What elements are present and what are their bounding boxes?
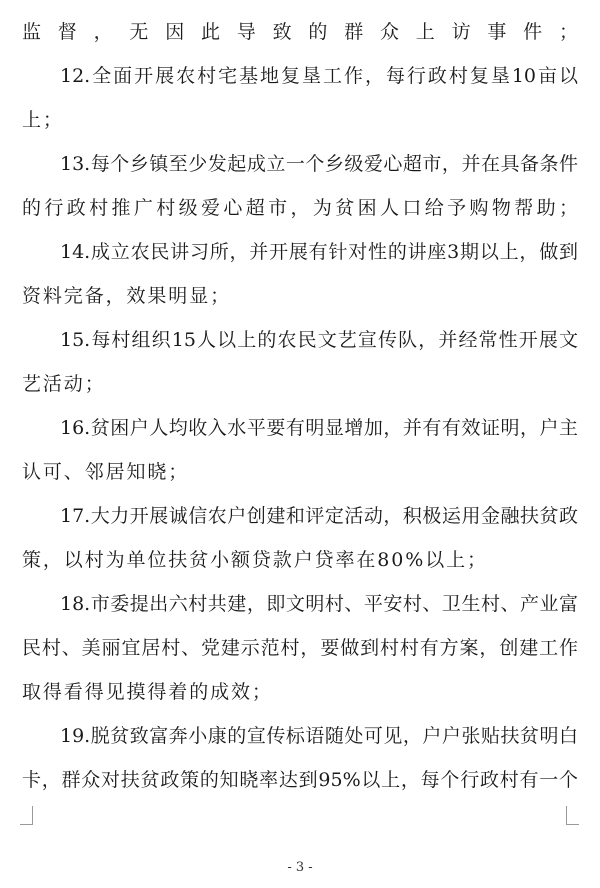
text-line: 艺活动； [22, 373, 106, 395]
text-line: 取得看得见摸得着的成效； [22, 681, 273, 703]
text-line: 18.市委提出六村共建，即文明村、平安村、卫生村、产业富 [60, 593, 578, 615]
text-line: 16.贫困户人均收入水平要有明显增加，并有有效证明，户主 [60, 417, 578, 439]
text-line: 14.成立农民讲习所，并开展有针对性的讲座3期以上，做到 [60, 241, 578, 263]
body-text [22, 10, 578, 802]
text-line: 监督，无因此导致的群众上访事件； [22, 21, 578, 43]
text-line: 17.大力开展诚信农户创建和评定活动，积极运用金融扶贫政 [60, 505, 578, 527]
text-line: 民村、美丽宜居村、党建示范村，要做到村村有方案，创建工作 [22, 637, 578, 659]
page-number: - 3 - [287, 860, 313, 875]
crop-mark-right [566, 806, 579, 825]
text-line: 的行政村推广村级爱心超市，为贫困人口给予购物帮助； [22, 197, 578, 219]
text-line: 13.每个乡镇至少发起成立一个乡级爱心超市，并在具备条件 [60, 153, 578, 175]
crop-mark-left [20, 806, 33, 825]
text-line: 策，以村为单位扶贫小额贷款户贷率在80%以上； [22, 549, 488, 571]
text-line: 19.脱贫致富奔小康的宣传标语随处可见，户户张贴扶贫明白 [60, 725, 578, 747]
text-line: 认可、邻居知晓； [22, 461, 190, 483]
text-line: 15.每村组织15人以上的农民文艺宣传队，并经常性开展文 [60, 329, 578, 351]
text-line: 12.全面开展农村宅基地复垦工作，每行政村复垦10亩以 [60, 65, 578, 87]
text-line: 上； [22, 109, 64, 131]
text-line: 卡，群众对扶贫政策的知晓率达到95%以上，每个行政村有一个 [22, 769, 578, 791]
text-line: 资料完备，效果明显； [22, 285, 232, 307]
